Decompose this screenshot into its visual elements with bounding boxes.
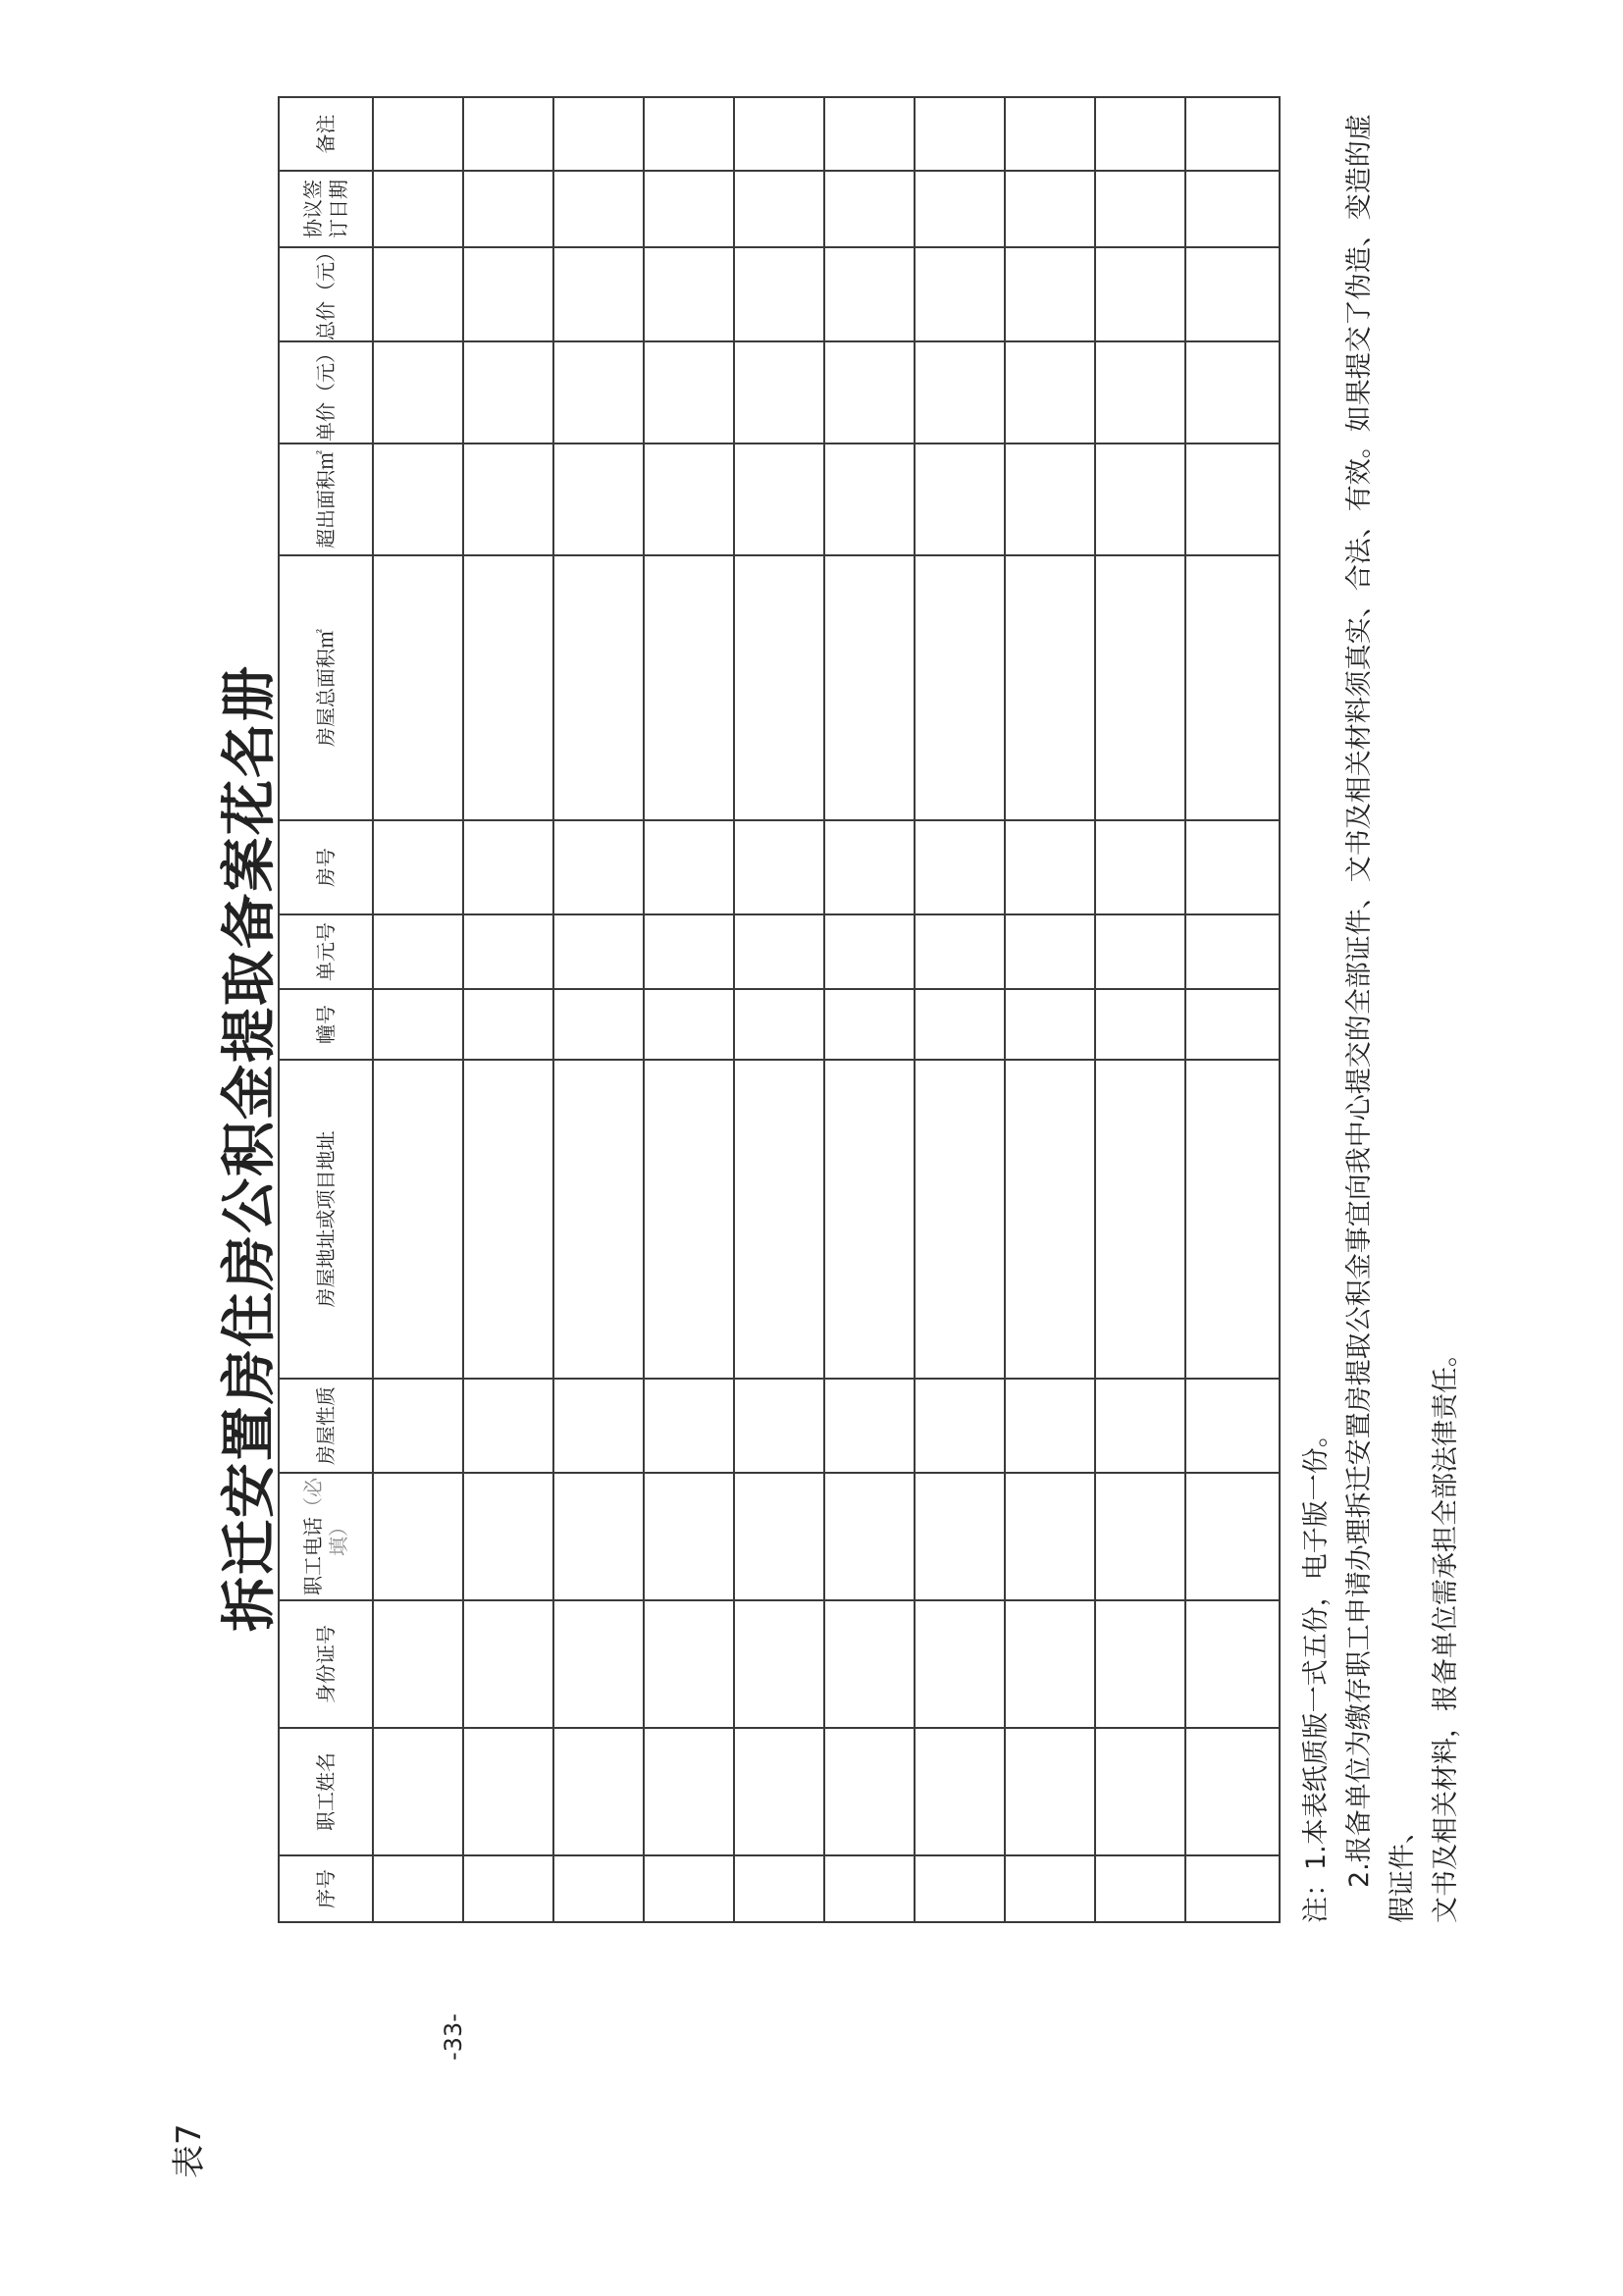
page-number: -33- (440, 2013, 467, 2061)
table-cell[interactable] (644, 1473, 734, 1600)
table-cell[interactable] (463, 444, 553, 555)
table-cell[interactable] (824, 247, 915, 341)
col-header-seq: 序号 (279, 1855, 373, 1922)
table-row (463, 97, 553, 1922)
col-header-name: 职工姓名 (279, 1728, 373, 1855)
table-cell[interactable] (824, 1060, 915, 1379)
table-cell[interactable] (373, 555, 463, 820)
table-cell[interactable] (644, 1855, 734, 1922)
table-cell[interactable] (1185, 1855, 1280, 1922)
table-cell[interactable] (463, 820, 553, 914)
table-cell[interactable] (1005, 1600, 1095, 1728)
table-cell[interactable] (1185, 1473, 1280, 1600)
table-cell[interactable] (1005, 1728, 1095, 1855)
table-cell[interactable] (1185, 97, 1280, 171)
table-cell[interactable] (373, 914, 463, 989)
col-header-remark: 备注 (279, 97, 373, 171)
table-cell[interactable] (644, 1379, 734, 1473)
table-cell[interactable] (1005, 820, 1095, 914)
table-cell[interactable] (1005, 1379, 1095, 1473)
table-cell[interactable] (1095, 555, 1185, 820)
table-cell[interactable] (373, 247, 463, 341)
table-cell[interactable] (373, 1855, 463, 1922)
table-cell[interactable] (1185, 555, 1280, 820)
col-header-unit: 单元号 (279, 914, 373, 989)
table-row (915, 97, 1005, 1922)
table-cell[interactable] (734, 914, 824, 989)
table-cell[interactable] (644, 171, 734, 247)
table-cell[interactable] (915, 1855, 1005, 1922)
table-cell[interactable] (1095, 1855, 1185, 1922)
table-cell[interactable] (1185, 1728, 1280, 1855)
table-cell[interactable] (1185, 247, 1280, 341)
col-header-total-area: 房屋总面积㎡ (279, 555, 373, 820)
table-cell[interactable] (1005, 914, 1095, 989)
table-cell[interactable] (644, 1728, 734, 1855)
table-cell[interactable] (915, 820, 1005, 914)
table-cell[interactable] (644, 1060, 734, 1379)
table-cell[interactable] (915, 1600, 1005, 1728)
table-cell[interactable] (373, 820, 463, 914)
table-cell[interactable] (644, 555, 734, 820)
table-cell[interactable] (734, 1728, 824, 1855)
col-header-phone-label: 职工电话 (301, 1517, 325, 1595)
table-cell[interactable] (734, 989, 824, 1060)
table-cell[interactable] (734, 171, 824, 247)
table-cell[interactable] (644, 97, 734, 171)
table-cell[interactable] (553, 247, 644, 341)
table-cell[interactable] (1185, 914, 1280, 989)
table-label: 表7 (170, 2123, 209, 2178)
table-cell[interactable] (824, 341, 915, 444)
table-row (734, 97, 824, 1922)
col-header-id-number: 身份证号 (279, 1600, 373, 1728)
table-cell[interactable] (734, 97, 824, 171)
table-cell[interactable] (463, 171, 553, 247)
note-line-1: 注：1.本表纸质版一式五份，电子版一份。 (1301, 1421, 1332, 1923)
table-cell[interactable] (1095, 1379, 1185, 1473)
table-cell[interactable] (1095, 914, 1185, 989)
table-cell[interactable] (463, 97, 553, 171)
table-cell[interactable] (1095, 1728, 1185, 1855)
table-row (1095, 97, 1185, 1922)
col-header-phone-required: （必填） (301, 1478, 350, 1556)
table-cell[interactable] (1095, 97, 1185, 171)
table-row (1005, 97, 1095, 1922)
col-header-room: 房号 (279, 820, 373, 914)
table-cell[interactable] (734, 820, 824, 914)
table-cell[interactable] (463, 1600, 553, 1728)
table-cell[interactable] (373, 1379, 463, 1473)
table-cell[interactable] (553, 444, 644, 555)
table-cell[interactable] (734, 1379, 824, 1473)
table-cell[interactable] (734, 247, 824, 341)
table-cell[interactable] (463, 1855, 553, 1922)
table-cell[interactable] (644, 341, 734, 444)
table-cell[interactable] (1185, 341, 1280, 444)
table-cell[interactable] (1185, 1379, 1280, 1473)
table-cell[interactable] (553, 1379, 644, 1473)
table-cell[interactable] (463, 247, 553, 341)
table-cell[interactable] (915, 341, 1005, 444)
table-cell[interactable] (1005, 1060, 1095, 1379)
col-header-unit-price: 单价（元） (279, 341, 373, 444)
table-cell[interactable] (463, 989, 553, 1060)
table-cell[interactable] (1005, 1473, 1095, 1600)
table-cell[interactable] (1005, 247, 1095, 341)
table-cell[interactable] (553, 555, 644, 820)
table-cell[interactable] (915, 171, 1005, 247)
table-cell[interactable] (824, 555, 915, 820)
table-cell[interactable] (1095, 989, 1185, 1060)
table-cell[interactable] (915, 1473, 1005, 1600)
table-cell[interactable] (553, 171, 644, 247)
table-row (553, 97, 644, 1922)
table-cell[interactable] (1095, 247, 1185, 341)
table-cell[interactable] (1185, 444, 1280, 555)
table-cell[interactable] (734, 1473, 824, 1600)
col-header-excess-area: 超出面积㎡ (279, 444, 373, 555)
table-cell[interactable] (1185, 820, 1280, 914)
table-cell[interactable] (463, 555, 553, 820)
table-cell[interactable] (1005, 989, 1095, 1060)
table-cell[interactable] (553, 1728, 644, 1855)
table-cell[interactable] (1095, 1060, 1185, 1379)
col-header-address: 房屋地址或项目地址 (279, 1060, 373, 1379)
table-cell[interactable] (373, 1473, 463, 1600)
table-cell[interactable] (915, 247, 1005, 341)
table-cell[interactable] (915, 1728, 1005, 1855)
table-cell[interactable] (373, 1728, 463, 1855)
table-cell[interactable] (824, 444, 915, 555)
table-cell[interactable] (553, 97, 644, 171)
table-cell[interactable] (824, 97, 915, 171)
roster-table (278, 96, 1281, 1923)
table-cell[interactable] (553, 820, 644, 914)
table-cell[interactable] (644, 247, 734, 341)
table-cell[interactable] (1005, 1855, 1095, 1922)
table-cell[interactable] (915, 555, 1005, 820)
table-cell[interactable] (734, 1060, 824, 1379)
table-cell[interactable] (373, 989, 463, 1060)
table-cell[interactable] (915, 1060, 1005, 1379)
table-row (824, 97, 915, 1922)
table-cell[interactable] (824, 1728, 915, 1855)
table-cell[interactable] (1095, 171, 1185, 247)
table-cell[interactable] (1185, 171, 1280, 247)
table-cell[interactable] (915, 444, 1005, 555)
table-cell[interactable] (824, 914, 915, 989)
table-cell[interactable] (824, 1473, 915, 1600)
table-cell[interactable] (553, 1855, 644, 1922)
table-cell[interactable] (915, 914, 1005, 989)
col-header-house-type: 房屋性质 (279, 1379, 373, 1473)
table-cell[interactable] (1005, 444, 1095, 555)
table-cell[interactable] (373, 171, 463, 247)
table-cell[interactable] (824, 1855, 915, 1922)
table-cell[interactable] (553, 1473, 644, 1600)
table-row (373, 97, 463, 1922)
table-cell[interactable] (1095, 820, 1185, 914)
table-cell[interactable] (1005, 341, 1095, 444)
note-line-3: 文书及相关材料，报备单位需承担全部法律责任。 (1431, 1340, 1461, 1923)
table-cell[interactable] (644, 1600, 734, 1728)
table-cell[interactable] (644, 444, 734, 555)
table-cell[interactable] (553, 1600, 644, 1728)
table-cell[interactable] (463, 1728, 553, 1855)
col-header-total-price: 总价（元） (279, 247, 373, 341)
table-cell[interactable] (824, 1600, 915, 1728)
table-cell[interactable] (553, 914, 644, 989)
table-header-row (279, 97, 373, 1922)
table-cell[interactable] (553, 989, 644, 1060)
table-cell[interactable] (915, 989, 1005, 1060)
table-cell[interactable] (644, 989, 734, 1060)
table-cell[interactable] (373, 444, 463, 555)
col-header-building: 幢号 (279, 989, 373, 1060)
note-line-2: 2.报备单位为缴存职工申请办理拆迁安置房提取公积金事宜向我中心提交的全部证件、文书及相关材料须真实、合法、有效。如果提交了伪造、变造的虚假证件、 (1344, 114, 1418, 1923)
table-cell[interactable] (1185, 1600, 1280, 1728)
table-cell[interactable] (1095, 1600, 1185, 1728)
table-cell[interactable] (915, 1379, 1005, 1473)
table-cell[interactable] (644, 820, 734, 914)
table-cell[interactable] (373, 1600, 463, 1728)
table-cell[interactable] (734, 1855, 824, 1922)
table-cell[interactable] (463, 341, 553, 444)
table-cell[interactable] (824, 820, 915, 914)
table-cell[interactable] (734, 555, 824, 820)
table-cell[interactable] (373, 341, 463, 444)
table-cell[interactable] (1095, 1473, 1185, 1600)
table-cell[interactable] (463, 1379, 553, 1473)
page-title: 拆迁安置房住房公积金提取备案花名册 (217, 664, 282, 1632)
table-cell[interactable] (734, 1600, 824, 1728)
table-row (1185, 97, 1280, 1922)
table-cell[interactable] (1095, 444, 1185, 555)
col-header-phone (279, 1473, 373, 1600)
table-cell[interactable] (824, 1379, 915, 1473)
notes (1295, 98, 1468, 1923)
table-cell[interactable] (734, 341, 824, 444)
col-header-sign-date: 协议签订日期 (279, 171, 373, 247)
table-cell[interactable] (1095, 341, 1185, 444)
table-cell[interactable] (463, 1060, 553, 1379)
table-cell[interactable] (373, 1060, 463, 1379)
table-cell[interactable] (1005, 97, 1095, 171)
table-cell[interactable] (824, 171, 915, 247)
table-cell[interactable] (1005, 555, 1095, 820)
table-cell[interactable] (734, 444, 824, 555)
table-cell[interactable] (915, 97, 1005, 171)
table-body (373, 97, 1280, 1922)
table-cell[interactable] (373, 97, 463, 171)
table-cell[interactable] (1185, 989, 1280, 1060)
table-cell[interactable] (1005, 171, 1095, 247)
table-row (644, 97, 734, 1922)
table-cell[interactable] (644, 914, 734, 989)
table-cell[interactable] (1185, 1060, 1280, 1379)
table-cell[interactable] (553, 341, 644, 444)
table-cell[interactable] (553, 1060, 644, 1379)
table-cell[interactable] (463, 914, 553, 989)
table-cell[interactable] (824, 989, 915, 1060)
table-cell[interactable] (463, 1473, 553, 1600)
